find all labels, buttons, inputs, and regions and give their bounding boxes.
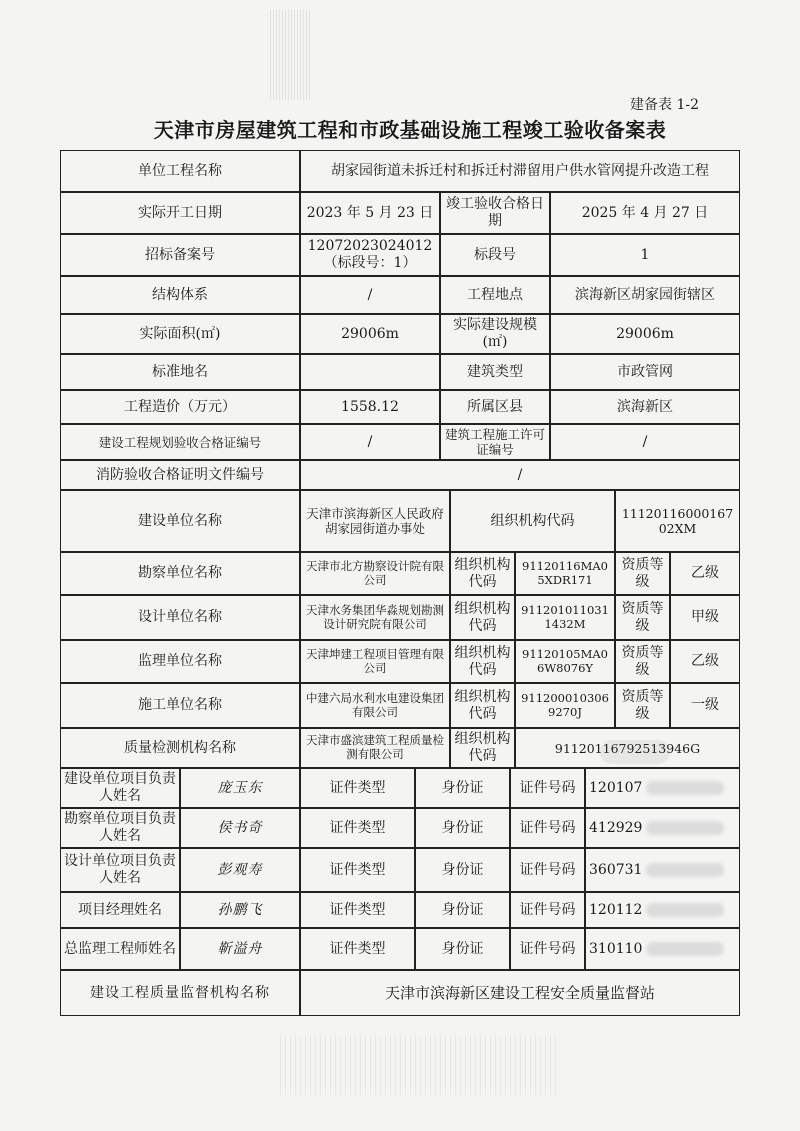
value-acceptance-date: 2025 年 4 月 27 日	[550, 192, 740, 234]
scan-artifact-top	[270, 10, 310, 100]
label-location: 工程地点	[440, 276, 550, 314]
redaction-blur-2	[646, 821, 724, 835]
label-survey-qualification: 资质等级	[615, 552, 670, 595]
redaction-blur-1	[646, 781, 724, 795]
value-cert-type-3: 身份证	[415, 848, 510, 892]
label-actual-start-date: 实际开工日期	[60, 192, 300, 234]
label-cert-type-4: 证件类型	[300, 892, 415, 928]
cert-no-prefix-2: 412929	[589, 819, 643, 836]
label-cert-type-5: 证件类型	[300, 928, 415, 970]
value-cert-type-2: 身份证	[415, 808, 510, 848]
label-planning-cert: 建设工程规划验收合格证编号	[60, 424, 300, 460]
value-person-name-5: 靳溢舟	[180, 928, 300, 970]
cert-no-prefix-5: 310110	[589, 940, 643, 957]
label-person-role-2: 勘察单位项目负责人姓名	[60, 808, 180, 848]
value-person-name-4: 孙鹏飞	[180, 892, 300, 928]
label-actual-area: 实际面积(㎡)	[60, 314, 300, 354]
label-contractor-qualification: 资质等级	[615, 683, 670, 728]
value-contractor-qualification: 一级	[670, 683, 740, 728]
label-supervision-org-code: 组织机构代码	[450, 640, 515, 683]
label-building-type: 建筑类型	[440, 354, 550, 390]
value-cert-no-5	[585, 928, 740, 970]
label-contractor-unit: 施工单位名称	[60, 683, 300, 728]
value-testing-org-code: 91120116792513946G	[515, 728, 740, 768]
label-survey-org-code: 组织机构代码	[450, 552, 515, 595]
label-person-role-3: 设计单位项目负责人姓名	[60, 848, 180, 892]
value-person-name-3: 彭观寿	[180, 848, 300, 892]
cert-no-prefix-4: 120112	[589, 901, 643, 918]
label-design-unit: 设计单位名称	[60, 595, 300, 640]
value-design-unit: 天津水务集团华淼规划勘测设计研究院有限公司	[300, 595, 450, 640]
label-supervision-unit: 监理单位名称	[60, 640, 300, 683]
value-cert-no-3	[585, 848, 740, 892]
value-supervision-org-code: 91120105MA06W8076Y	[515, 640, 615, 683]
value-tender-no: 12072023024012（标段号：1）	[300, 234, 440, 276]
value-standard-place	[300, 354, 440, 390]
label-testing-org-code: 组织机构代码	[450, 728, 515, 768]
form-number: 建备表 1-2	[630, 97, 699, 113]
label-acceptance-date: 竣工验收合格日期	[440, 192, 550, 234]
redaction-blur-4	[646, 903, 724, 917]
value-location: 滨海新区胡家园街辖区	[550, 276, 740, 314]
label-cert-no-3: 证件号码	[510, 848, 585, 892]
record-table	[60, 150, 740, 1016]
label-supervision-qualification: 资质等级	[615, 640, 670, 683]
label-construction-permit: 建筑工程施工许可证编号	[440, 424, 550, 460]
scan-artifact-bottom	[280, 1035, 560, 1095]
redaction-blur-3	[646, 863, 724, 877]
label-supervision-station: 建设工程质量监督机构名称	[60, 970, 300, 1016]
value-district: 滨海新区	[550, 390, 740, 424]
cert-no-prefix-1: 120107	[589, 779, 643, 796]
cert-no-prefix-3: 360731	[589, 861, 643, 878]
value-design-org-code: 9112010110311432M	[515, 595, 615, 640]
value-supervision-station: 天津市滨海新区建设工程安全质量监督站	[300, 970, 740, 1016]
redaction-blur-5	[646, 942, 724, 956]
value-cert-type-5: 身份证	[415, 928, 510, 970]
label-cert-no-1: 证件号码	[510, 768, 585, 808]
label-fire-cert: 消防验收合格证明文件编号	[60, 460, 300, 490]
value-contractor-org-code: 9112000103069270J	[515, 683, 615, 728]
value-supervision-unit: 天津坤建工程项目管理有限公司	[300, 640, 450, 683]
label-construction-unit: 建设单位名称	[60, 490, 300, 552]
label-cert-no-5: 证件号码	[510, 928, 585, 970]
label-cert-no-4: 证件号码	[510, 892, 585, 928]
value-building-type: 市政管网	[550, 354, 740, 390]
value-person-name-2: 侯书奇	[180, 808, 300, 848]
label-contractor-org-code: 组织机构代码	[450, 683, 515, 728]
value-planning-cert: /	[300, 424, 440, 460]
value-structure: /	[300, 276, 440, 314]
label-person-role-1: 建设单位项目负责人姓名	[60, 768, 180, 808]
value-supervision-qualification: 乙级	[670, 640, 740, 683]
label-actual-scale: 实际建设规模(㎡)	[440, 314, 550, 354]
value-construction-permit: /	[550, 424, 740, 460]
value-cert-no-4	[585, 892, 740, 928]
value-contractor-unit: 中建六局水利水电建设集团有限公司	[300, 683, 450, 728]
value-unit-project-name: 胡家园街道未拆迁村和拆迁村滞留用户供水管网提升改造工程	[300, 150, 740, 192]
label-cost: 工程造价（万元）	[60, 390, 300, 424]
value-section-no: 1	[550, 234, 740, 276]
label-cert-type-3: 证件类型	[300, 848, 415, 892]
label-district: 所属区县	[440, 390, 550, 424]
value-design-qualification: 甲级	[670, 595, 740, 640]
value-actual-start-date: 2023 年 5 月 23 日	[300, 192, 440, 234]
value-person-name-1: 庞玉东	[180, 768, 300, 808]
faint-stamp-mark	[600, 740, 670, 764]
value-survey-qualification: 乙级	[670, 552, 740, 595]
value-cert-no-1	[585, 768, 740, 808]
label-design-org-code: 组织机构代码	[450, 595, 515, 640]
value-fire-cert: /	[300, 460, 740, 490]
label-tender-no: 招标备案号	[60, 234, 300, 276]
value-actual-area: 29006m	[300, 314, 440, 354]
label-person-role-5: 总监理工程师姓名	[60, 928, 180, 970]
value-testing-unit: 天津市盛滨建筑工程质量检测有限公司	[300, 728, 450, 768]
label-unit-project-name: 单位工程名称	[60, 150, 300, 192]
label-cert-type-2: 证件类型	[300, 808, 415, 848]
value-cost: 1558.12	[300, 390, 440, 424]
label-cert-type-1: 证件类型	[300, 768, 415, 808]
label-design-qualification: 资质等级	[615, 595, 670, 640]
label-person-role-4: 项目经理姓名	[60, 892, 180, 928]
value-survey-unit: 天津市北方勘察设计院有限公司	[300, 552, 450, 595]
value-construction-unit: 天津市滨海新区人民政府胡家园街道办事处	[300, 490, 450, 552]
value-cert-type-4: 身份证	[415, 892, 510, 928]
label-cert-no-2: 证件号码	[510, 808, 585, 848]
value-cert-no-2	[585, 808, 740, 848]
value-construction-org-code: 1112011600016702XM	[615, 490, 740, 552]
label-testing-unit: 质量检测机构名称	[60, 728, 300, 768]
value-actual-scale: 29006m	[550, 314, 740, 354]
label-construction-org-code: 组织机构代码	[450, 490, 615, 552]
label-section-no: 标段号	[440, 234, 550, 276]
label-survey-unit: 勘察单位名称	[60, 552, 300, 595]
label-standard-place: 标准地名	[60, 354, 300, 390]
page-title: 天津市房屋建筑工程和市政基础设施工程竣工验收备案表	[153, 118, 667, 142]
label-structure: 结构体系	[60, 276, 300, 314]
value-cert-type-1: 身份证	[415, 768, 510, 808]
value-survey-org-code: 91120116MA05XDR171	[515, 552, 615, 595]
